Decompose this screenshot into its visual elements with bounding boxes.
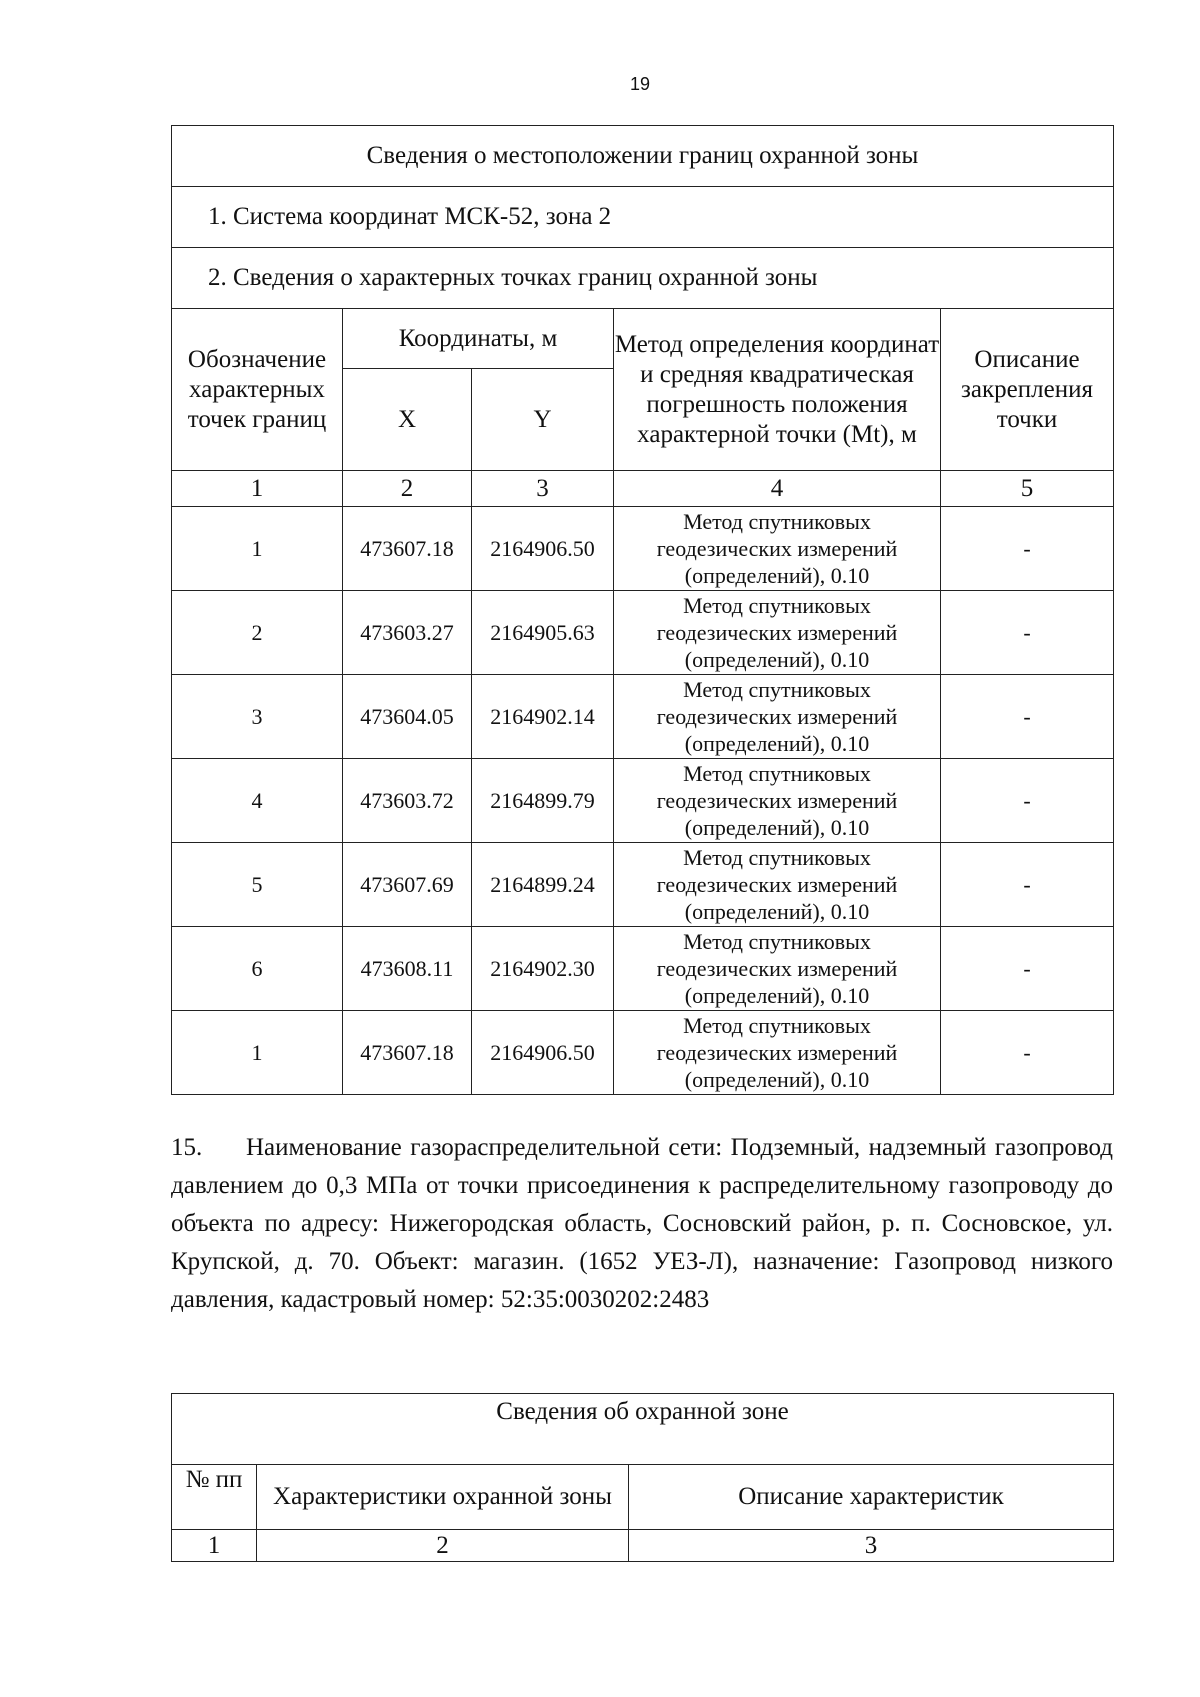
- page-number: 19: [629, 74, 651, 94]
- y-value: 2164902.30: [472, 927, 614, 1011]
- section-number: 15.: [171, 1134, 203, 1161]
- x-value: 473603.72: [343, 759, 472, 843]
- table-row: [172, 1011, 1114, 1095]
- col-header-num: № пп: [172, 1465, 257, 1530]
- column-number: 2: [343, 471, 472, 507]
- section-text: Наименование газораспределительной сети: Подземный, надземный газопровод давлением до 0,3 МПа от точки присоединения к распределительному газопроводу до объекта по адресу: Нижегородская область, Сосновский район, р. п. Сосновское, ул. Крупской, д. 70. Объект: магазин. (1652 УЕЗ-Л), назначение: Газопровод низкого давления, кадастровый номер: 52:35:0030202:2483: [171, 1134, 1113, 1313]
- description-value: -: [941, 675, 1114, 759]
- col-header-description: Описание закрепления точки: [941, 309, 1114, 471]
- col-header-description: Описание характеристик: [629, 1465, 1114, 1530]
- point-id: 4: [172, 759, 343, 843]
- table-row: [172, 507, 1114, 591]
- table-row: [172, 591, 1114, 675]
- method-value: Метод спутниковых геодезических измерений (определений), 0.10: [614, 1011, 941, 1095]
- col-header-method: Метод определения координат и средняя квадратическая погрешность положения характерной точки (Mt), м: [614, 309, 941, 471]
- point-id: 3: [172, 675, 343, 759]
- x-value: 473603.27: [343, 591, 472, 675]
- point-id: 6: [172, 927, 343, 1011]
- y-value: 2164899.79: [472, 759, 614, 843]
- description-value: -: [941, 843, 1114, 927]
- column-number: 4: [614, 471, 941, 507]
- section-15-paragraph: [171, 1129, 1113, 1319]
- table-row: [172, 675, 1114, 759]
- column-number: 2: [257, 1530, 629, 1562]
- col-header-characteristics: Характеристики охранной зоны: [257, 1465, 629, 1530]
- coordinate-system: 1. Система координат МСК-52, зона 2: [172, 187, 1114, 248]
- method-value: Метод спутниковых геодезических измерений (определений), 0.10: [614, 591, 941, 675]
- method-value: Метод спутниковых геодезических измерений (определений), 0.10: [614, 927, 941, 1011]
- description-value: -: [941, 927, 1114, 1011]
- col-header-designation: Обозначение характерных точек границ: [172, 309, 343, 471]
- method-value: Метод спутниковых геодезических измерений (определений), 0.10: [614, 675, 941, 759]
- y-value: 2164906.50: [472, 507, 614, 591]
- x-value: 473608.11: [343, 927, 472, 1011]
- y-value: 2164899.24: [472, 843, 614, 927]
- x-value: 473607.18: [343, 507, 472, 591]
- method-value: Метод спутниковых геодезических измерений (определений), 0.10: [614, 759, 941, 843]
- description-value: -: [941, 591, 1114, 675]
- table-title: Сведения о местоположении границ охранной зоны: [172, 126, 1114, 187]
- table-row: [172, 927, 1114, 1011]
- column-number: 5: [941, 471, 1114, 507]
- x-value: 473607.69: [343, 843, 472, 927]
- y-value: 2164905.63: [472, 591, 614, 675]
- point-id: 2: [172, 591, 343, 675]
- table-row: [172, 843, 1114, 927]
- x-value: 473607.18: [343, 1011, 472, 1095]
- table-title: Сведения об охранной зоне: [172, 1394, 1114, 1465]
- protection-zone-table: [171, 1393, 1114, 1562]
- col-header-coords: Координаты, м: [343, 309, 614, 369]
- description-value: -: [941, 759, 1114, 843]
- point-id: 1: [172, 1011, 343, 1095]
- column-number: 3: [629, 1530, 1114, 1562]
- description-value: -: [941, 507, 1114, 591]
- method-value: Метод спутниковых геодезических измерений (определений), 0.10: [614, 507, 941, 591]
- boundary-points-table: [171, 125, 1114, 1095]
- col-header-y: Y: [472, 369, 614, 471]
- point-id: 5: [172, 843, 343, 927]
- col-header-x: X: [343, 369, 472, 471]
- column-number: 1: [172, 1530, 257, 1562]
- y-value: 2164906.50: [472, 1011, 614, 1095]
- column-number: 1: [172, 471, 343, 507]
- table-row: [172, 759, 1114, 843]
- column-number: 3: [472, 471, 614, 507]
- description-value: -: [941, 1011, 1114, 1095]
- x-value: 473604.05: [343, 675, 472, 759]
- method-value: Метод спутниковых геодезических измерений (определений), 0.10: [614, 843, 941, 927]
- points-section-header: 2. Сведения о характерных точках границ охранной зоны: [172, 248, 1114, 309]
- y-value: 2164902.14: [472, 675, 614, 759]
- point-id: 1: [172, 507, 343, 591]
